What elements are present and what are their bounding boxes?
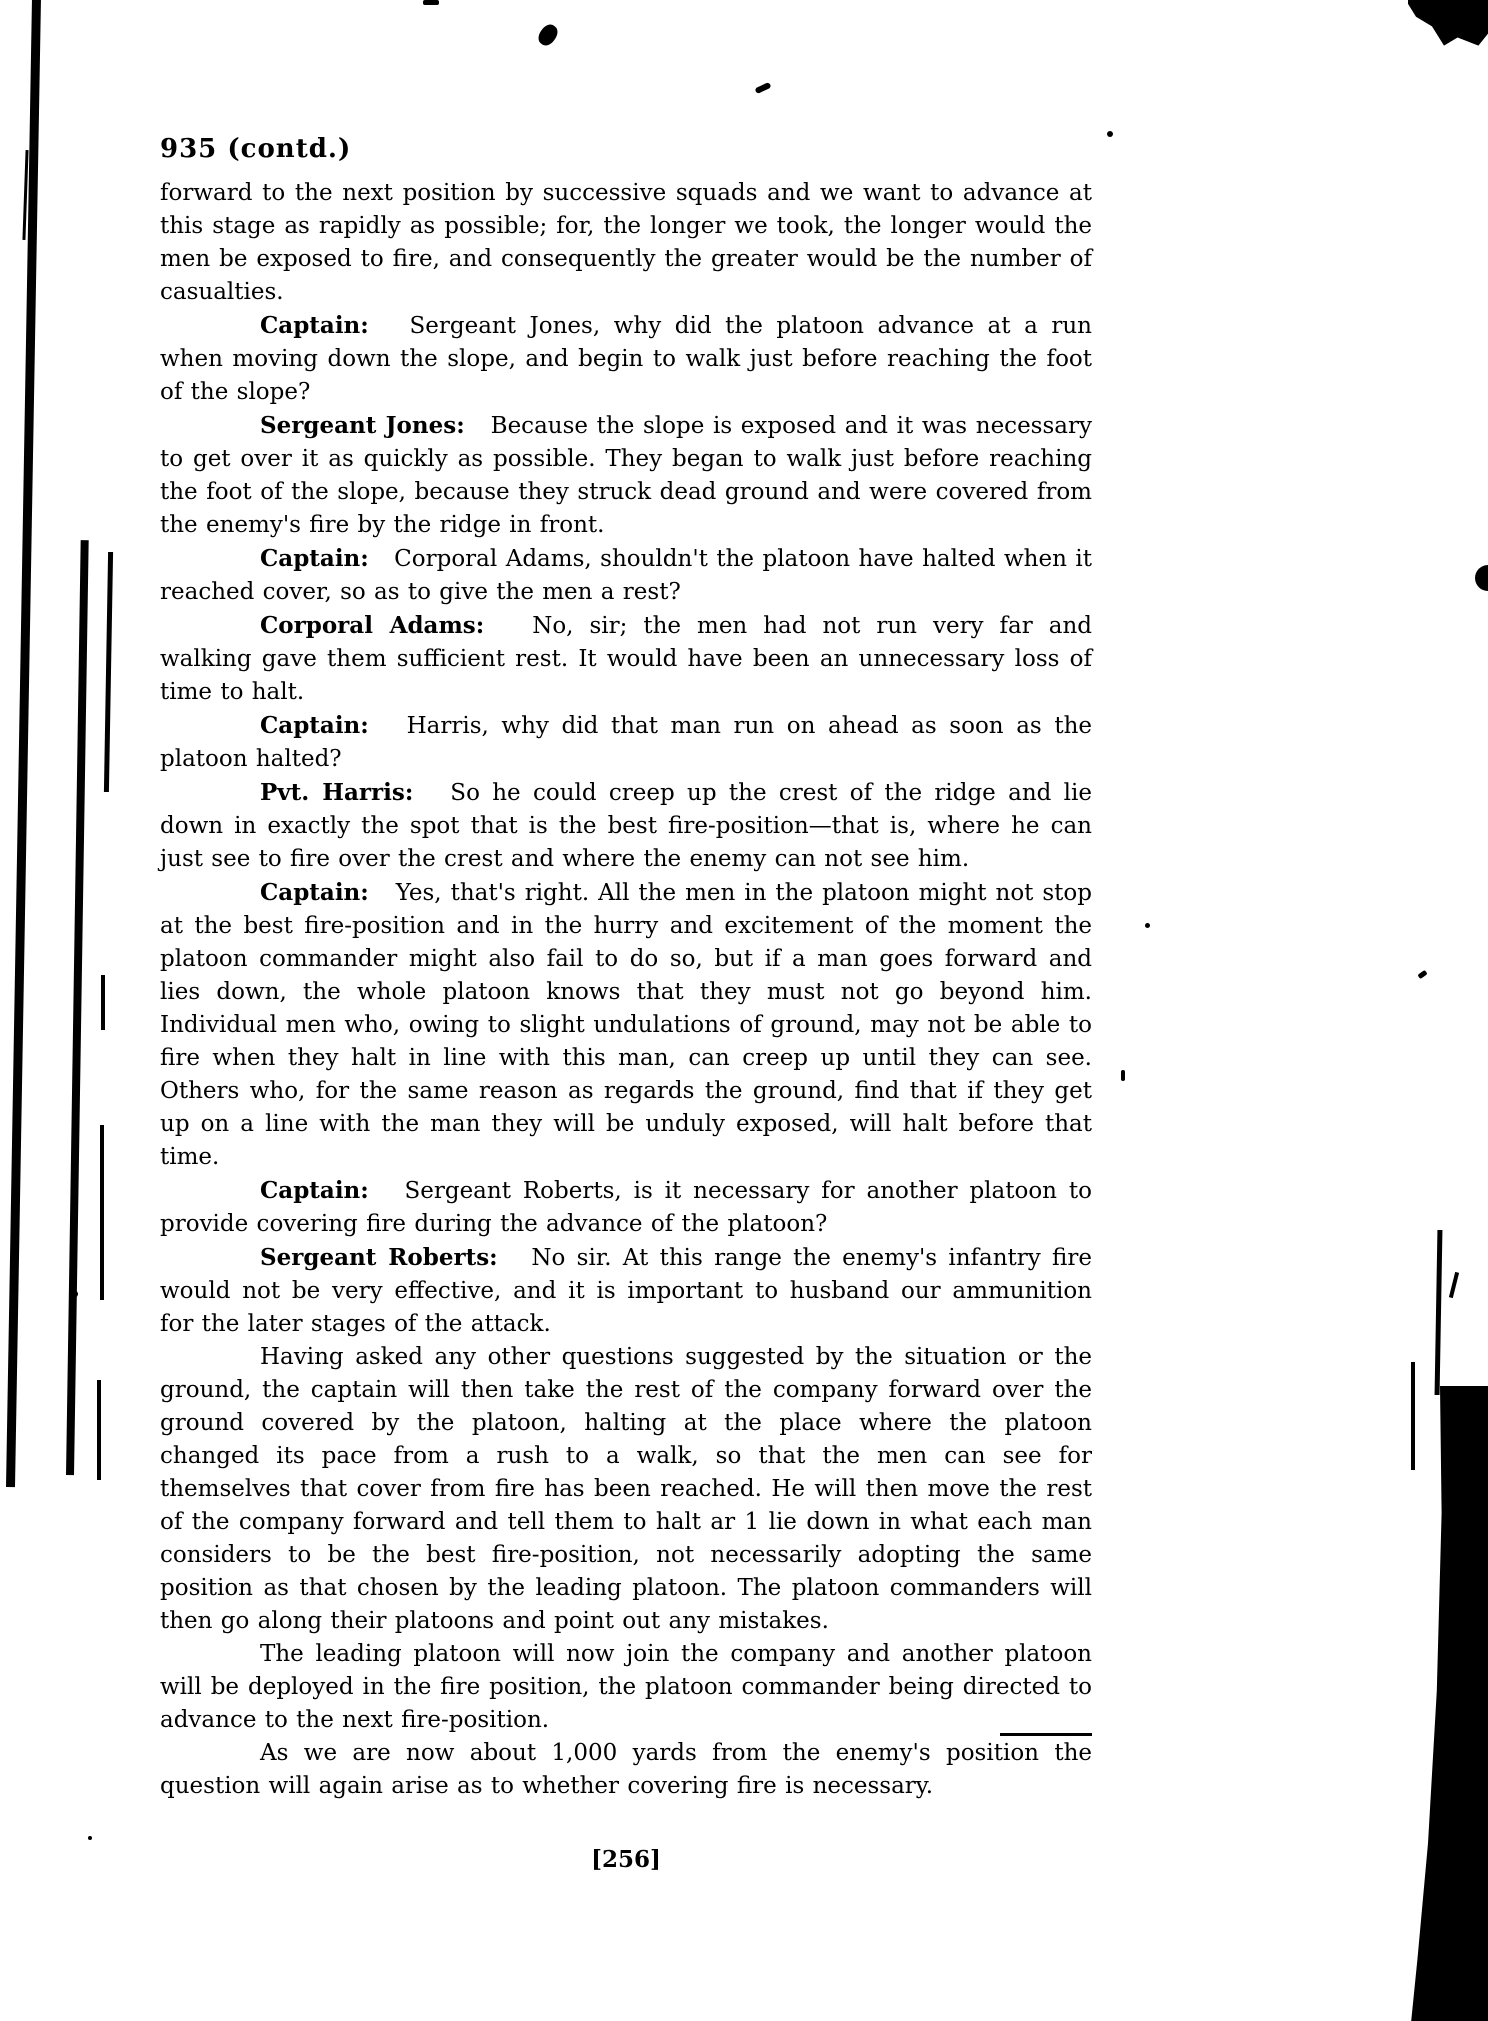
speaker-label: Captain: <box>260 312 369 339</box>
speaker-label: Captain: <box>260 712 369 739</box>
scan-artifact-speck <box>535 21 561 48</box>
section-heading: 935 (contd.) <box>160 134 352 164</box>
speaker-label: Sergeant Roberts: <box>260 1244 498 1271</box>
paragraph: Having asked any other questions suggested by the situation or the ground, the captain will then take the rest of the company forward over the ground covered by the platoon, halting at the place where the platoon changed its pace from a rush to a walk, so that the men can see for themselves that cover from fire has been reached. He will then move the rest of the company forward and tell them to halt ar 1 lie down in what each man considers to be the best fire-position, not necessarily adopting the same position as that chosen by the leading platoon. The platoon commanders will then go along their platoons and point out any mistakes. <box>160 1344 1092 1634</box>
scan-artifact-binding-line <box>101 975 105 1030</box>
scan-artifact-speck <box>1145 923 1150 928</box>
scan-artifact-binding-line <box>97 1380 101 1480</box>
page-number: [256] <box>591 1846 661 1873</box>
scan-artifact-speck <box>73 1291 78 1297</box>
paragraph: Sergeant Jones: Because the slope is exposed and it was necessary to get over it as quickly as possible. They began to walk just before reaching the foot of the slope, because they struck dead ground and were covered from the enemy's fire by the ridge in front. <box>160 412 1092 538</box>
paragraph: Sergeant Roberts: No sir. At this range the enemy's infantry fire would not be very effective, and it is important to husband our ammunition for the later stages of the attack. <box>160 1244 1092 1337</box>
scan-artifact-edge-blob <box>1408 1386 1488 2021</box>
scan-artifact-binding-line <box>66 540 89 1475</box>
speaker-label: Captain: <box>260 545 369 572</box>
scan-artifact-speck <box>88 1836 92 1840</box>
scan-artifact-speck <box>1107 131 1113 137</box>
dialogue-body <box>160 177 1092 1803</box>
scan-artifact-speck <box>754 82 771 94</box>
paragraph: Captain: Yes, that's right. All the men in the platoon might not stop at the best fire-position and in the hurry and excitement of the moment the platoon commander might also fail to do so, but if a man goes forward and lies down, the whole platoon knows that they must not go beyond him. Individual men who, owing to slight undulations of ground, may not be able to fire when they halt in line with this man, can creep up until they can see. Others who, for the same reason as regards the ground, find that if they get up on a line with the man they will be unduly exposed, will halt before that time. <box>160 879 1092 1170</box>
scan-artifact-binding-line <box>104 552 113 792</box>
scan-artifact-edge-line <box>1435 1230 1443 1395</box>
paragraph: Captain: Sergeant Jones, why did the platoon advance at a run when moving down the slope, and begin to walk just before reaching the foot of the slope? <box>160 312 1092 405</box>
scan-artifact-edge-line <box>1449 1272 1459 1298</box>
speaker-label: Captain: <box>260 1177 369 1204</box>
scan-artifact-blot <box>1475 565 1488 591</box>
scan-artifact-edge-line <box>1411 1362 1415 1470</box>
paragraph: Captain: Harris, why did that man run on ahead as soon as the platoon halted? <box>160 712 1092 772</box>
paragraph: Corporal Adams: No, sir; the men had not run very far and walking gave them sufficient rest. It would have been an unnecessary loss of time to halt. <box>160 612 1092 705</box>
paragraph: The leading platoon will now join the company and another platoon will be deployed in the fire position, the platoon commander being directed to advance to the next fire-position. <box>160 1641 1092 1733</box>
scan-artifact-speck <box>423 0 439 5</box>
scan-artifact-speck <box>1121 1070 1125 1081</box>
paragraph: As we are now about 1,000 yards from the enemy's position the question will again arise as to whether covering fire is necessary. <box>160 1740 1092 1799</box>
page-content <box>160 134 1092 1873</box>
paragraph: forward to the next position by successive squads and we want to advance at this stage as rapidly as possible; for, the longer we took, the longer would the men be exposed to fire, and consequently the greater would be the number of casualties. <box>160 180 1092 305</box>
scan-artifact-corner <box>1408 0 1488 48</box>
speaker-label: Sergeant Jones: <box>260 412 465 439</box>
paragraph: Pvt. Harris: So he could creep up the crest of the ridge and lie down in exactly the spot that is the best fire-position—that is, where he can just see to fire over the crest and where the enemy can not see him. <box>160 779 1093 872</box>
paragraph: Captain: Sergeant Roberts, is it necessary for another platoon to provide covering fire during the advance of the platoon? <box>160 1177 1092 1237</box>
scan-artifact-speck <box>1417 970 1427 979</box>
paragraph: Captain: Corporal Adams, shouldn't the platoon have halted when it reached cover, so as to give the men a rest? <box>160 545 1092 605</box>
speaker-label: Corporal Adams: <box>260 612 485 639</box>
scan-artifact-binding-line <box>100 1125 104 1300</box>
speaker-label: Captain: <box>260 879 369 906</box>
speaker-label: Pvt. Harris: <box>260 779 414 806</box>
